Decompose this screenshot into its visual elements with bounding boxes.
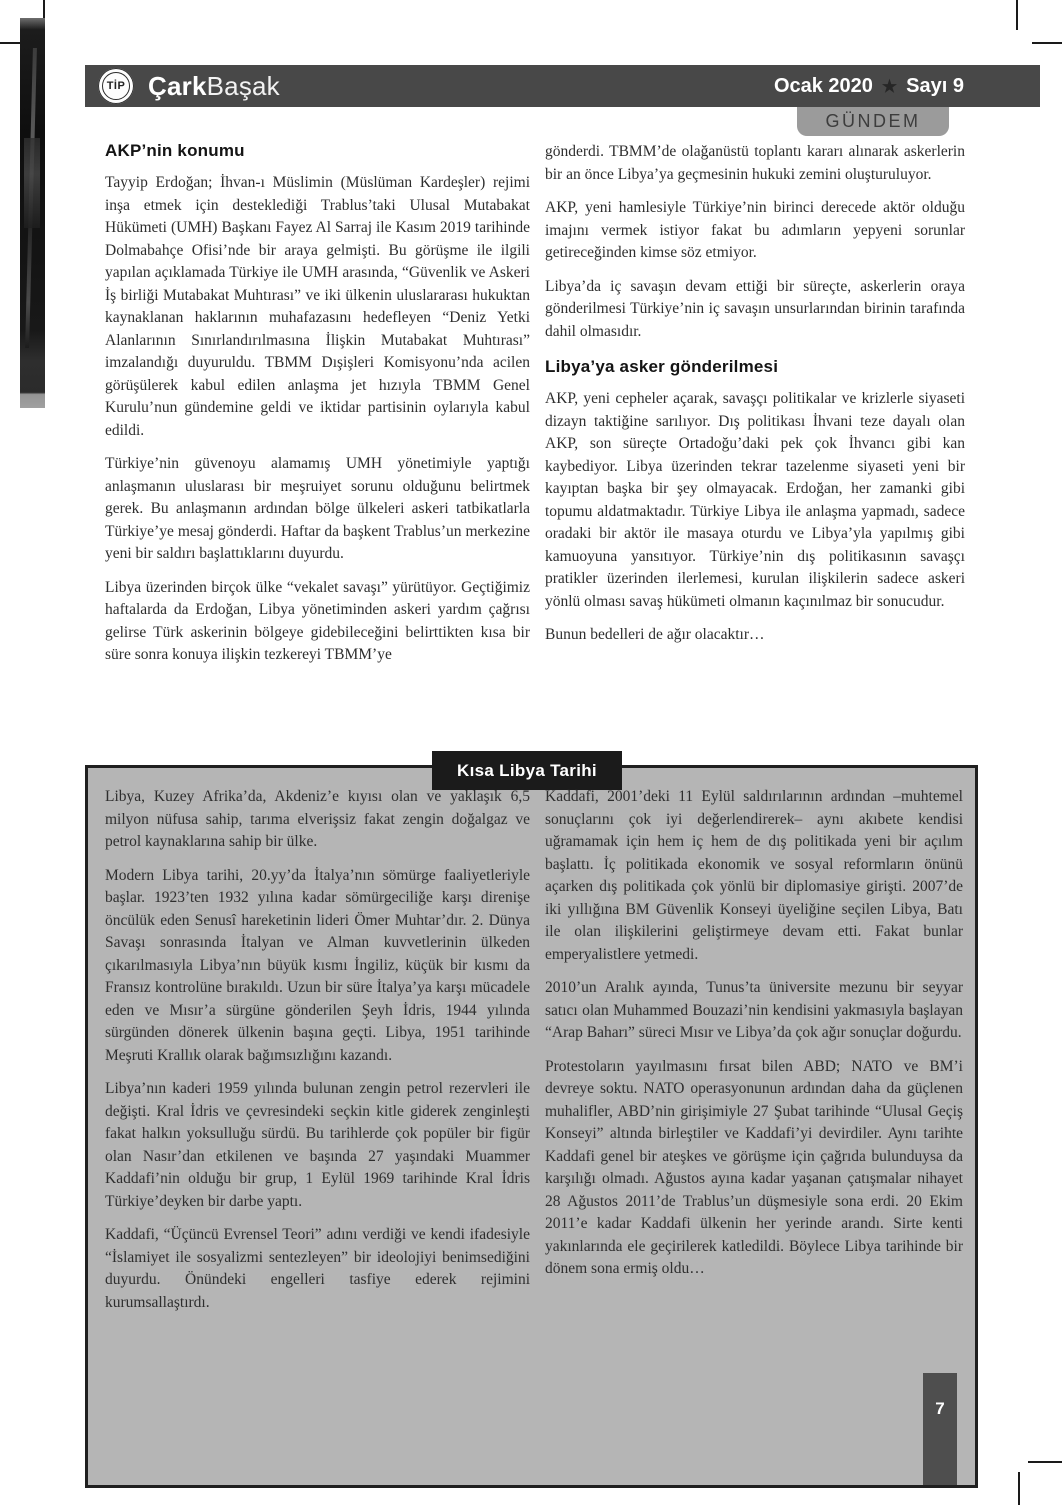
article-heading-akp: AKP’nin konumu	[105, 141, 245, 160]
article-paragraph: Türkiye’nin güvenoyu alamamış UMH yönetimiyle yaptığı anlaşmanın uluslarası bir meşruiyet sorunu olduğunu belirtmek gerek. Bu anlaşmanın ardından bölge ülkeleri askeri tatbikatlarla Türkiye’ye mesaj gönderdi. Haftar da başkent Trablus’un merkezine yeni bir saldırı başlattıklarını duyurdu.	[105, 455, 530, 562]
tip-logo-ring	[102, 72, 130, 100]
history-paragraph: Libya, Kuzey Afrika’da, Akdeniz’e kıyısı olan ve yaklaşık 6,5 milyon nüfusa sahip, tarıma elverişsiz fakat zengin doğalgaz ve petrol kaynaklarına sahip bir ülke.	[105, 788, 530, 850]
history-column-left	[105, 786, 530, 1325]
issue-number: Sayı 9	[906, 74, 964, 97]
magazine-title-bold: Çark	[148, 70, 207, 101]
article-paragraph: AKP, yeni hamlesiyle Türkiye’nin birinci derecede aktör olduğu imajını vermek istiyor fakat bu adımların yepyeni sorunlar getireceğinden kimse söz etmiyor.	[545, 199, 965, 261]
history-box-title: Kısa Libya Tarihi	[432, 751, 622, 790]
history-paragraph: Libya’nın kaderi 1959 yılında bulunan zengin petrol rezervleri ile değişti. Kral İdris ve çevresindeki seçkin kitle giderek zenginleşti fakat halkın yoksulluğu sürdü. Bu tarihlerde çok popüler bir figür olan Nasır’dan etkilenen ve başında 27 yaşındaki Muammer Kaddafi’nin olduğu bir grup, 1 Eylül 1969 tarihinde Kral İdris Türkiye’deyken bir darbe yaptı.	[105, 1080, 530, 1210]
crop-mark-top-right-v	[1016, 0, 1018, 30]
article-paragraph: gönderdi. TBMM’de olağanüstü toplantı kararı alınarak askerlerin bir an önce Libya’ya geçmesinin hukuki zemini oluşturuluyor.	[545, 143, 965, 183]
article-paragraph: Libya’da iç savaşın devam ettiği bir süreçte, askerlerin oraya gönderilmesi Türkiye’nin iç savaşın unsurlarından birinin tarafında dahil olmasıdır.	[545, 277, 965, 340]
article-column-right	[545, 141, 965, 658]
crop-mark-top-right-h	[1032, 42, 1062, 44]
issue-info	[774, 75, 1040, 98]
history-paragraph: Kaddafi, 2001’deki 11 Eylül saldırılarının ardından –muhtemel sonuçlarını çok iyi değerlendirerek– aynı akıbete kendisi uğramamak için hem iç hem de dış politikada yeni bir açılım başlattı. İç politikada ekonomik ve sosyal reformların önünü açarken dış politikada çok yönlü bir diplomasiye girişti. 2007’de iki yıllığına BM Güvenlik Konseyi üyeliğine seçilen Libya, Batı ile olan ilişkilerini geliştirmeye devam etti. Fakat bunlar emperyalistlere yetmedi.	[545, 788, 963, 963]
magazine-title-light: Başak	[206, 70, 280, 101]
article-heading-libya: Libya’ya asker gönderilmesi	[545, 357, 779, 376]
tip-logo-text: TİP	[106, 80, 126, 92]
article-paragraph: Libya üzerinden birçok ülke “vekalet savaşı” yürütüyor. Geçtiğimiz haftalarda da Erdoğan, Libya yönetiminden askeri yardım çağrısı gelirse Türk askerinin bölgeye gidebileceğini belirttikten kısa bir süre sonra konuya ilişkin tezkereyi TBMM’ye	[105, 578, 530, 663]
history-paragraph: 2010’un Aralık ayında, Tunus’ta üniversite mezunu bir seyyar satıcı olan Muhammed Bouzazi’nin kendisini yakmasıyla başlayan “Arap Baharı” süreci Mısır ve Libya’da çok ağır sonuçlar doğurdu.	[545, 979, 963, 1041]
history-paragraph: Modern Libya tarihi, 20.yy’da İtalya’nın sömürge faaliyetleriyle başlar. 1923’ten 1932 yılına kadar sömürgeciliğe karşı direnişe öncülük eden Senusî hareketinin lideri Ömer Muhtar’dır. 2. Dünya Savaşı sonrasında İtalyan ve Alman kuvvetlerinin ülkeden çıkarılmasıyla Libya’nın büyük kısmı İngiliz, küçük bir kısmı da Fransız kontrolüne bırakıldı. Uzun bir süre İtalya’ya karşı mücadele eden ve Mısır’a sürgüne gönderilen Şeyh İdris, 1944 yılında sürgünden dönerek ülkenin başına geçti. Libya, 1951 tarihinde Meşruti Krallık olarak bağımsızlığını kazandı.	[105, 866, 530, 1064]
magazine-title	[148, 71, 280, 102]
page-header	[85, 65, 1040, 107]
issue-date: Ocak 2020	[773, 74, 873, 97]
section-tab-gundem: GÜNDEM	[797, 107, 949, 136]
crop-mark-bottom-right-h	[1028, 1461, 1062, 1463]
article-column-left	[105, 141, 530, 678]
margin-photo-strip	[20, 18, 45, 408]
star-icon: ★	[881, 77, 898, 96]
article-paragraph: Bunun bedelleri de ağır olacaktır…	[545, 626, 765, 643]
history-column-right	[545, 786, 963, 1292]
article-paragraph: Tayyip Erdoğan; İhvan-ı Müslimin (Müslüman Kardeşler) rejimi inşa etmek için desteklediği Trablus’taki Ulusal Mutabakat Hükümeti (UMH) Başkanı Fayez Al Sarraj ile Kasım 2019 tarihinde Dolmabahçe Ofisi’nde bir araya gelmişti. Bu görüşme ile ilgili yapılan açıklamada Türkiye ile UMH arasında, “Güvenlik ve Askeri İş birliği Mutabakat Muhtırası” ve iki ülkenin uluslararası hukuktan kaynaklanan haklarının muhafazasını hedefleyen “Deniz Yetki Alanlarının Sınırlandırılmasına İlişkin Mutabakat Muhtırası” imzalandığı duyuruldu. TBMM Dışişleri Komisyonu’nda acilen görüşülerek kabul edilen anlaşma jet hızıyla TBMM Genel Kurulu’nun gündemine geldi ve iktidar partisinin oylarıyla kabul edildi.	[105, 174, 530, 439]
history-paragraph: Kaddafi, “Üçüncü Evrensel Teori” adını verdiği ve kendi ifadesiyle “İslamiyet ile sosyalizmi sentezleyen” bir ideolojiyi benimsediğini duyurdu. Önündeki engelleri tasfiye ederek rejimini kurumsallaştırdı.	[105, 1226, 530, 1311]
page-number: 7	[923, 1373, 957, 1485]
crop-mark-bottom-right-v	[1018, 1472, 1020, 1505]
tip-logo-icon	[98, 68, 134, 104]
article-paragraph: AKP, yeni cepheler açarak, savaşçı politikalar ve krizlerle siyaseti dizayn taktiğine sarılıyor. Dış politikası İhvani teze dayalı olan AKP, son süreçte Ortadoğu’daki pek çok İhvancı gibi kan kaybediyor. Libya üzerinden tekrar tazelenme siyaseti yeni bir kayıptan başka bir şey olmayacak. Erdoğan, her zamanki gibi topumu aldatmaktadır. Türkiye Libya ile anlaşma yapmadı, sadece oradaki bir aktör ile masaya oturdu ve Libya’yla yapılmış gibi kamuoyuna yansıtıyor. Türkiye’nin dış politikasının savaşçı pratikler üzerinden ilerlemesi, kurulan ilişkilerin sadece askeri yönlü olması savaş hükümeti olmanın kaçınılmaz bir sonucudur.	[545, 390, 965, 610]
history-paragraph: Protestoların yayılmasını fırsat bilen ABD; NATO ve BM’i devreye soktu. NATO operasyonunun ardından daha da güçlenen muhalifler, ABD’nin girişimiyle 27 Şubat tarihinde “Ulusal Geçiş Konseyi” altında birleştiler ve Kaddafi’yi devirdiler. Aynı tarihte Kaddafi genel bir ateşkes ve görüşme için çağrıda bulunduysa da karşılığı olmadı. Ağustos ayına kadar yaşanan çatışmalar nihayet 28 Ağustos 2011’de Trablus’un düşmesiyle sona erdi. 20 Ekim 2011’e kadar Kaddafi ülkenin her yerinde arandı. Sirte kenti yakınlarında ele geçirilerek katledildi. Böylece Libya tarihinde bir dönem sona ermiş oldu…	[545, 1057, 963, 1277]
